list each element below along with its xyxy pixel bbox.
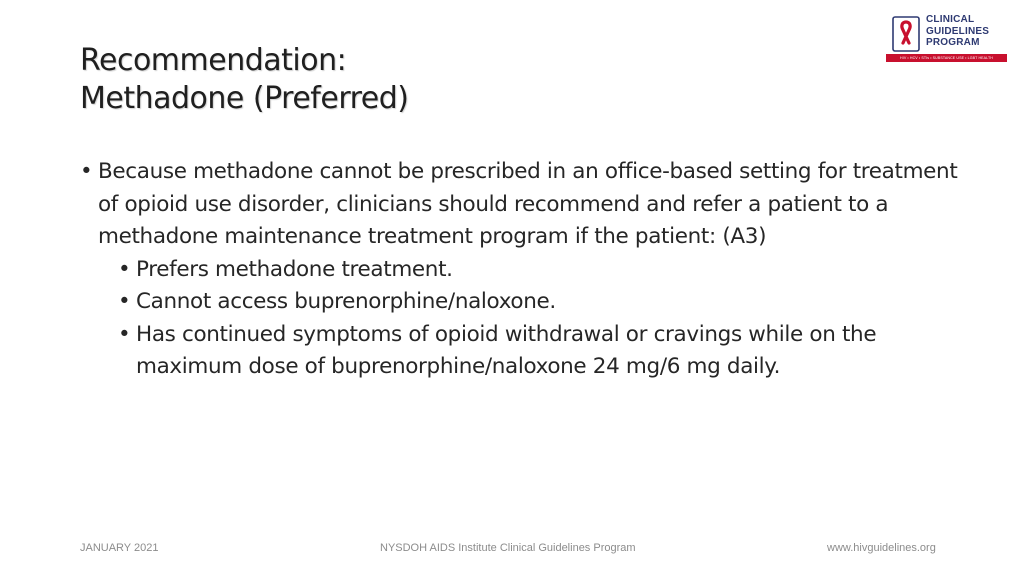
main-bullet [80, 156, 960, 384]
slide-title [80, 42, 409, 118]
logo-line-1: CLINICAL [926, 14, 975, 25]
sub-bullet-list [98, 254, 960, 384]
footer-date: JANUARY 2021 [80, 542, 159, 554]
slide-title-line-1: Recommendation: [80, 43, 347, 78]
sub-bullet: • Prefers methadone treatment. [118, 254, 960, 287]
logo-wordmark [926, 14, 989, 49]
logo-line-3: PROGRAM [926, 37, 980, 48]
sub-bullet: • Has continued symptoms of opioid withdrawal or cravings while on the maximum dose of buprenorphine/naloxone 24 mg/6 mg daily. [118, 319, 960, 384]
red-ribbon-icon [892, 16, 920, 52]
logo-line-2: GUIDELINES [926, 25, 990, 37]
sub-bullet: • Cannot access buprenorphine/naloxone. [118, 286, 960, 319]
logo-tagline-bar: HIV • HCV • STIs • SUBSTANCE USE • LGBT HEALTH [886, 54, 1007, 62]
footer-organization: NYSDOH AIDS Institute Clinical Guidelines Program [380, 542, 636, 554]
footer-website: www.hivguidelines.org [827, 542, 936, 554]
main-bullet-text: Because methadone cannot be prescribed in an office-based setting for treatment of opioid use disorder, clinicians should recommend and refer a patient to a methadone maintenance treatment program if the patient: (A3) [98, 159, 958, 249]
slide-title-line-2: Methadone (Preferred) [80, 81, 409, 116]
clinical-guidelines-program-logo [886, 14, 1010, 66]
slide-body [80, 156, 960, 384]
